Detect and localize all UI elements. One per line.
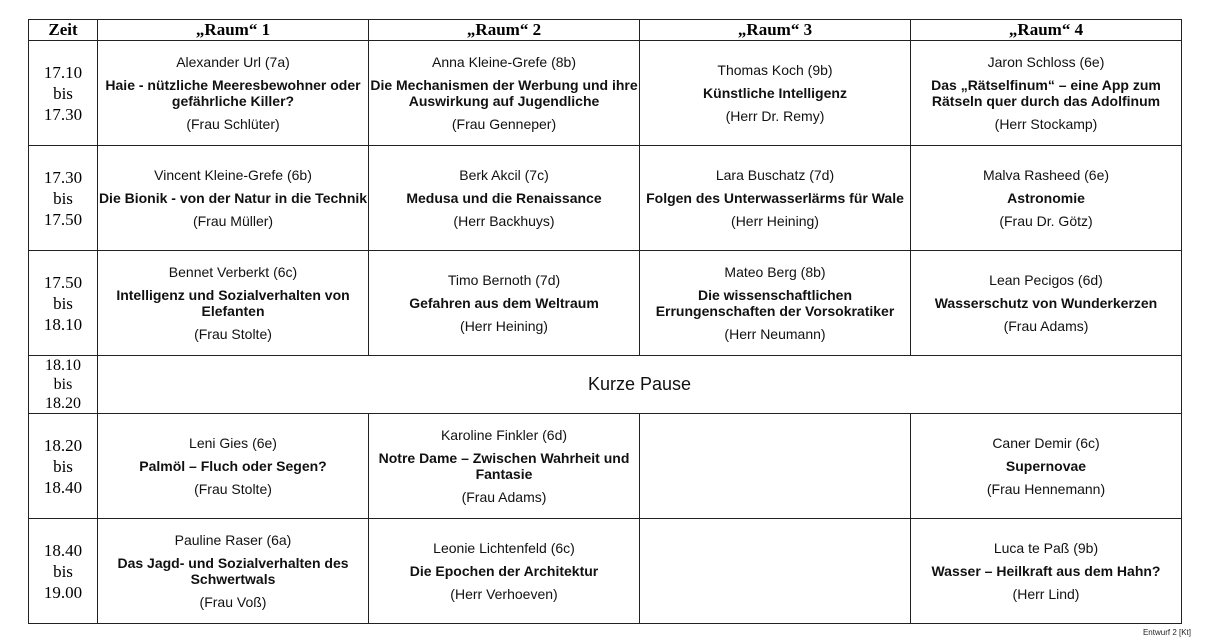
presenter-name: Mateo Berg (8b): [724, 263, 826, 280]
supervising-teacher: (Herr Lind): [1012, 585, 1080, 602]
presenter-name: Jaron Schloss (6e): [987, 53, 1105, 70]
presentation-cell: [369, 251, 640, 356]
presentation-topic: Die wissenschaftlichen Errungenschaften der Vorsokratiker: [655, 286, 895, 319]
time-start: 18.40: [43, 540, 83, 560]
presentation-topic: Gefahren aus dem Weltraum: [409, 294, 599, 311]
presentation-cell: [98, 251, 369, 356]
presentation-cell: [98, 41, 369, 146]
presentation-topic: Notre Dame – Zwischen Wahrheit und Fantasie: [378, 449, 630, 482]
time-start: 17.10: [43, 62, 83, 82]
supervising-teacher: (Frau Voß): [199, 593, 267, 610]
supervising-teacher: (Frau Müller): [192, 212, 274, 229]
time-slot-row: [29, 146, 1182, 251]
time-end: 18.20: [45, 395, 81, 412]
presenter-name: Pauline Raser (6a): [174, 531, 292, 548]
presentation-topic: Intelligenz und Sozialverhalten von Elefanten: [116, 286, 350, 319]
supervising-teacher: (Herr Dr. Remy): [725, 107, 825, 124]
presentation-cell: [911, 146, 1182, 251]
presentation-topic: Palmöl – Fluch oder Segen?: [139, 457, 327, 474]
time-cell: [29, 356, 98, 414]
time-end: 17.30: [43, 104, 83, 124]
presenter-name: Karoline Finkler (6d): [440, 426, 568, 443]
presentation-topic: Medusa und die Renaissance: [406, 189, 602, 206]
presentation-topic: Künstliche Intelligenz: [703, 84, 847, 101]
presentation-cell: [369, 519, 640, 624]
presentation-topic: Wasserschutz von Wunderkerzen: [934, 294, 1158, 311]
time-end: 18.40: [43, 477, 83, 497]
time-end: 19.00: [43, 582, 83, 602]
time-cell: [29, 251, 98, 356]
presenter-name: Timo Bernoth (7d): [447, 271, 561, 288]
presenter-name: Luca te Paß (9b): [993, 539, 1099, 556]
presentation-cell: [640, 251, 911, 356]
presenter-name: Caner Demir (6c): [992, 434, 1100, 451]
supervising-teacher: (Herr Stockamp): [994, 115, 1098, 132]
empty-cell: [640, 519, 911, 624]
presenter-name: Lean Pecigos (6d): [989, 271, 1103, 288]
header-time: Zeit: [29, 20, 98, 41]
time-sep: bis: [53, 561, 73, 581]
supervising-teacher: (Herr Verhoeven): [450, 585, 558, 602]
presenter-name: Thomas Koch (9b): [717, 61, 833, 78]
time-slot-row: [29, 414, 1182, 519]
time-start: 17.30: [43, 167, 83, 187]
time-sep: bis: [53, 376, 73, 393]
time-start: 18.20: [43, 435, 83, 455]
time-slot-row: [29, 519, 1182, 624]
supervising-teacher: (Frau Stolte): [194, 480, 272, 497]
time-sep: bis: [53, 456, 73, 476]
presentation-topic: Das „Rätselfinum“ – eine App zum Rätseln quer durch das Adolfinum: [931, 76, 1161, 109]
presentation-topic: Die Epochen der Architektur: [409, 562, 599, 579]
presentation-topic: Die Bionik - von der Natur in die Technik: [98, 189, 368, 206]
supervising-teacher: (Frau Hennemann): [986, 480, 1106, 497]
presentation-topic: Das Jagd- und Sozialverhalten des Schwertwals: [117, 554, 349, 587]
time-slot-row: [29, 251, 1182, 356]
schedule-table: [28, 19, 1182, 624]
presentation-cell: [640, 41, 911, 146]
supervising-teacher: (Frau Adams): [461, 488, 547, 505]
time-end: 18.10: [43, 314, 83, 334]
time-slot-row: [29, 41, 1182, 146]
supervising-teacher: (Herr Neumann): [724, 325, 826, 342]
presentation-topic: Astronomie: [1007, 189, 1085, 206]
presenter-name: Anna Kleine-Grefe (8b): [432, 53, 576, 70]
presentation-cell: [640, 146, 911, 251]
time-sep: bis: [53, 83, 73, 103]
schedule-body: [29, 41, 1182, 624]
presenter-name: Berk Akcil (7c): [459, 166, 549, 183]
supervising-teacher: (Frau Schlüter): [186, 115, 280, 132]
presenter-name: Alexander Url (7a): [176, 53, 290, 70]
header-room-4: „Raum“ 4: [911, 20, 1182, 41]
presentation-topic: Wasser – Heilkraft aus dem Hahn?: [931, 562, 1161, 579]
header-room-1: „Raum“ 1: [98, 20, 369, 41]
presentation-cell: [98, 414, 369, 519]
supervising-teacher: (Frau Genneper): [451, 115, 557, 132]
presenter-name: Leni Gies (6e): [189, 434, 277, 451]
presentation-cell: [911, 251, 1182, 356]
empty-cell: [640, 414, 911, 519]
presentation-cell: [911, 414, 1182, 519]
supervising-teacher: (Frau Adams): [1003, 317, 1089, 334]
pause-row: [29, 356, 1182, 414]
supervising-teacher: (Frau Stolte): [194, 325, 272, 342]
presentation-cell: [369, 41, 640, 146]
presentation-topic: Folgen des Unterwasserlärms für Wale: [646, 189, 904, 206]
presenter-name: Lara Buschatz (7d): [715, 166, 835, 183]
presentation-topic: Die Mechanismen der Werbung und ihre Auswirkung auf Jugendliche: [370, 76, 638, 109]
presentation-cell: [98, 146, 369, 251]
supervising-teacher: (Herr Heining): [460, 317, 548, 334]
time-cell: [29, 519, 98, 624]
time-cell: [29, 414, 98, 519]
time-sep: bis: [53, 293, 73, 313]
time-start: 17.50: [43, 272, 83, 292]
supervising-teacher: (Herr Backhuys): [453, 212, 555, 229]
presentation-topic: Haie - nützliche Meeresbewohner oder gefährliche Killer?: [105, 76, 361, 109]
pause-label: Kurze Pause: [98, 356, 1182, 414]
time-start: 18.10: [45, 357, 81, 374]
presenter-name: Leonie Lichtenfeld (6c): [433, 539, 575, 556]
presentation-topic: Supernovae: [1005, 457, 1087, 474]
presentation-cell: [911, 41, 1182, 146]
time-cell: [29, 146, 98, 251]
presenter-name: Malva Rasheed (6e): [982, 166, 1110, 183]
header-room-3: „Raum“ 3: [640, 20, 911, 41]
header-row: [29, 20, 1182, 41]
time-cell: [29, 41, 98, 146]
presenter-name: Bennet Verberkt (6c): [168, 263, 298, 280]
presentation-cell: [911, 519, 1182, 624]
supervising-teacher: (Frau Dr. Götz): [999, 212, 1093, 229]
presentation-cell: [369, 146, 640, 251]
presentation-cell: [369, 414, 640, 519]
header-room-2: „Raum“ 2: [369, 20, 640, 41]
presentation-cell: [98, 519, 369, 624]
presenter-name: Vincent Kleine-Grefe (6b): [154, 166, 312, 183]
supervising-teacher: (Herr Heining): [731, 212, 819, 229]
time-sep: bis: [53, 188, 73, 208]
footer-note: Entwurf 2 [Kt]: [1142, 628, 1191, 637]
time-end: 17.50: [43, 209, 83, 229]
